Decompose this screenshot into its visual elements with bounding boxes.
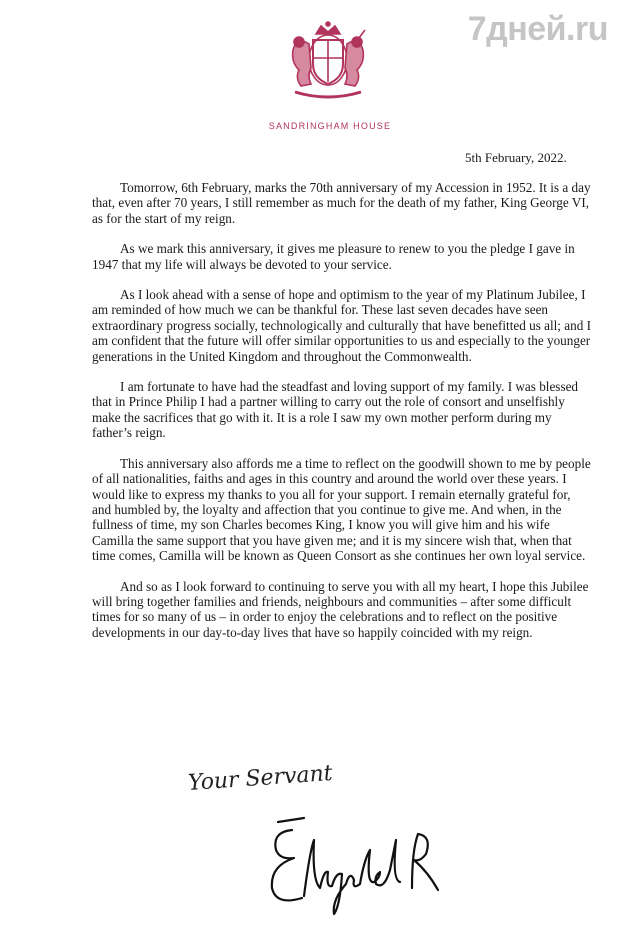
paragraph: This anniversary also affords me a time to reflect on the goodwill shown to me by people of all nationalities, faiths and ages in this country and around the world over these years. I would like to express my thanks to you all for your support. I remain eternally grateful for, and humbled by, the loyalty and affection that you continue to give me. And when, in the fullness of time, my son Charles becomes King, I know you will give him and his wife Camilla the same support that you have given me; and it is my sincere wish that, when that time comes, Camilla will be known as Queen Consort as she continues her own loyal service.: [92, 455, 591, 564]
paragraph: I am fortunate to have had the steadfast and loving support of my family. I was blessed that in Prince Philip I had a partner willing to carry out the role of consort and unselfishly make the sacrifices that go with it. It is a role I saw my own mother perform during my father’s reign.: [92, 379, 579, 441]
paragraph: And so as I look forward to continuing to serve you with all my heart, I hope this Jubilee will bring together families and friends, neighbours and communities – after some difficult times for so many of us – in order to enjoy the celebrations and to reflect on the positive developments in our day-to-day lives that have so happily coincided with my reign.: [92, 578, 589, 640]
letterhead-address: SANDRINGHAM HOUSE: [268, 121, 392, 131]
letter-date: 5th February, 2022.: [465, 150, 567, 165]
closing-salutation: Your Servant: [187, 760, 334, 797]
royal-crest-icon: [283, 20, 373, 102]
paragraph: As I look ahead with a sense of hope and optimism to the year of my Platinum Jubilee, I am reminded of how much we can be thankful for. These last seven decades have seen extraordinary progress socially, technologically and culturally that have benefitted us all; and I am confident that the future will offer similar opportunities to us and especially to the younger generations in the United Kingdom and throughout the Commonwealth.: [92, 287, 591, 364]
paragraph: Tomorrow, 6th February, marks the 70th anniversary of my Accession in 1952. It is a day that, even after 70 years, I still remember as much for the death of my father, King George VI, as for the start of my reign.: [92, 180, 591, 226]
watermark: 7дней.ru: [467, 10, 608, 48]
letter-body: [92, 180, 592, 655]
paragraph: As we mark this anniversary, it gives me pleasure to renew to you the pledge I gave in 1947 that my life will always be devoted to your service.: [92, 241, 575, 272]
handwritten-signature: [262, 810, 442, 920]
